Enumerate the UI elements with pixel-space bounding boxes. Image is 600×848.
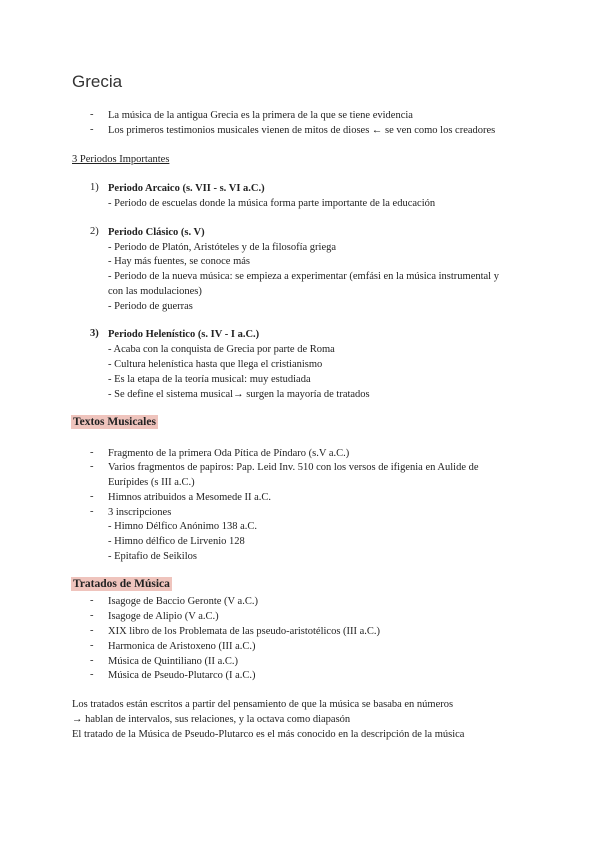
bullet-dash: - [90, 610, 94, 621]
period-2-item-3: - Periodo de la nueva música: se empieza a experimentar (emfási en la música instrumental y [108, 271, 499, 282]
period-2-item-2: - Hay más fuentes, se conoce más [108, 256, 250, 267]
bullet-dash: - [90, 124, 94, 135]
textos-item-4: 3 inscripciones [108, 507, 172, 518]
tratados-heading: Tratados de Música [73, 578, 170, 590]
period-2-item-4: con las modulaciones) [108, 286, 202, 297]
period-1-item-1: - Periodo de escuelas donde la música forma parte importante de la educación [108, 198, 436, 209]
closing-line-1: Los tratados están escritos a partir del pensamiento de que la música se basaba en números [72, 699, 454, 710]
textos-item-2b: Eurípides (s III a.C.) [108, 477, 195, 488]
period-3-item-1: - Acaba con la conquista de Grecia por parte de Roma [108, 344, 335, 355]
textos-item-2: Varios fragmentos de papiros: Pap. Leid Inv. 510 con los versos de ifigenia en Aulide de [108, 462, 479, 473]
textos-item-3: Himnos atribuidos a Mesomede II a.C. [108, 492, 272, 503]
closing-line-3: El tratado de la Música de Pseudo-Plutarco es el más conocido en la descripción de la música [72, 729, 465, 740]
period-title-3: Periodo Helenístico (s. IV - I a.C.) [108, 329, 260, 340]
tratados-item-4: Harmonica de Aristoxeno (III a.C.) [108, 641, 256, 652]
period-number-1: 1) [90, 182, 99, 193]
page-title: Grecia [72, 72, 123, 91]
bullet-dash: - [90, 461, 94, 472]
textos-subitem-3: - Epitafio de Seikilos [108, 551, 197, 562]
bullet-dash: - [90, 109, 94, 120]
bullet-dash: - [90, 640, 94, 651]
periods-title: 3 Periodos Importantes [72, 154, 170, 165]
bullet-dash: - [90, 447, 94, 458]
textos-item-1: Fragmento de la primera Oda Pítica de Píndaro (s.V a.C.) [108, 448, 350, 459]
tratados-item-5: Música de Quintiliano (II a.C.) [108, 656, 239, 667]
closing-line-2: → hablan de intervalos, sus relaciones, y la octava como diapasón [72, 714, 351, 725]
intro-line-2: Los primeros testimonios musicales vienen de mitos de dioses ← se ven como los creadores [108, 125, 496, 136]
period-title-1: Periodo Arcaico (s. VII - s. VI a.C.) [108, 183, 265, 194]
bullet-dash: - [90, 625, 94, 636]
tratados-item-2: Isagoge de Alipio (V a.C.) [108, 611, 219, 622]
period-3-item-2: - Cultura helenística hasta que llega el cristianismo [108, 359, 323, 370]
intro-line-1: La música de la antigua Grecia es la primera de la que se tiene evidencia [108, 110, 413, 121]
textos-subitem-2: - Himno délfico de Lirvenio 128 [108, 536, 245, 547]
bullet-dash: - [90, 491, 94, 502]
period-3-item-3: - Es la etapa de la teoría musical: muy estudiada [108, 374, 311, 385]
tratados-item-3: XIX libro de los Problemata de las pseudo-aristotélicos (III a.C.) [108, 626, 381, 637]
tratados-item-1: Isagoge de Baccio Geronte (V a.C.) [108, 596, 258, 607]
period-title-2: Periodo Clásico (s. V) [108, 227, 205, 238]
period-number-3: 3) [90, 328, 99, 339]
tratados-item-6: Música de Pseudo-Plutarco (I a.C.) [108, 670, 256, 681]
textos-heading: Textos Musicales [73, 416, 156, 428]
period-2-item-5: - Periodo de guerras [108, 301, 193, 312]
period-2-item-1: - Periodo de Platón, Aristóteles y de la filosofía griega [108, 242, 337, 253]
textos-subitem-1: - Himno Délfico Anónimo 138 a.C. [108, 521, 258, 532]
bullet-dash: - [90, 506, 94, 517]
bullet-dash: - [90, 669, 94, 680]
period-3-item-4: - Se define el sistema musical→ surgen la mayoría de tratados [108, 389, 370, 400]
bullet-dash: - [90, 595, 94, 606]
period-number-2: 2) [90, 226, 99, 237]
bullet-dash: - [90, 655, 94, 666]
